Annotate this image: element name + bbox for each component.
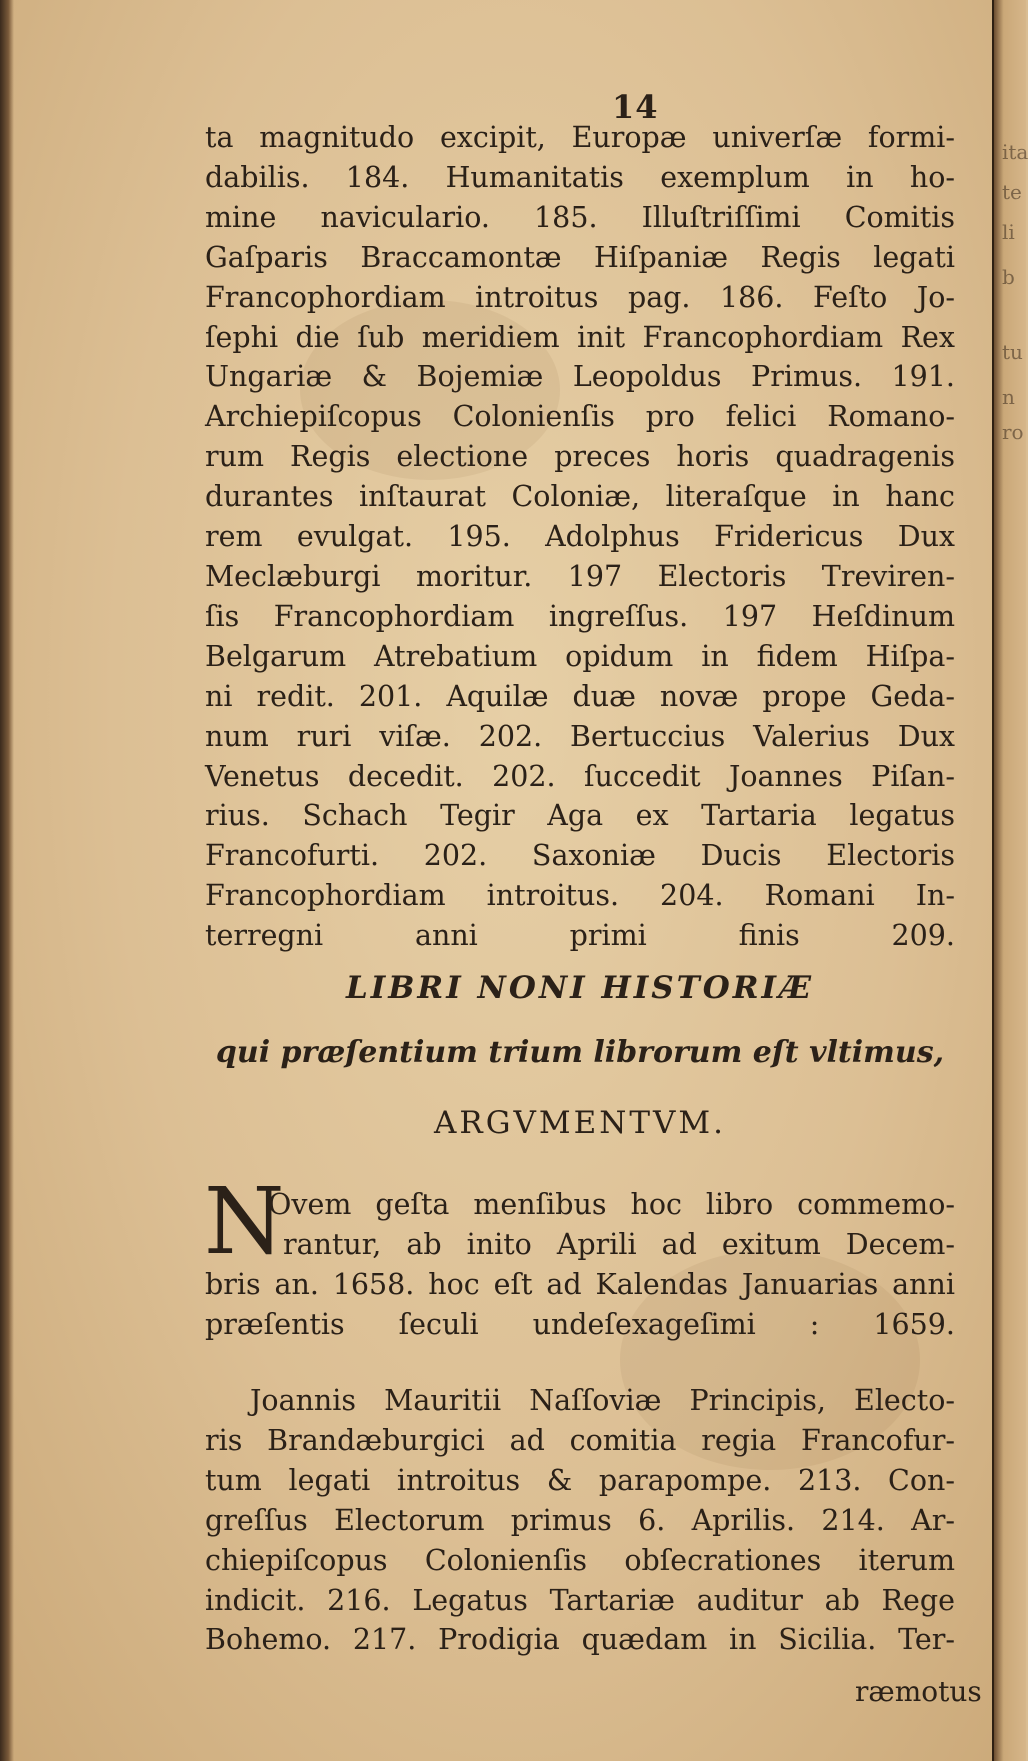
book-subheading: qui præſentium trium librorum eſt vltimus, (215, 1035, 945, 1070)
text-line: bris an. 1658. hoc eſt ad Kalendas Januarias anni (205, 1267, 955, 1301)
text-line: terregni anni primi finis 209. (205, 919, 955, 953)
book-heading: LIBRI NONI HISTORIÆ (345, 970, 815, 1006)
paragraph-index (205, 1381, 955, 1660)
text-line: mine naviculario. 185. Illuſtriſſimi Comitis (205, 200, 955, 234)
text-line: ta magnitudo excipit, Europæ univerſæ formi- (205, 121, 955, 154)
drop-cap: N (204, 1168, 285, 1275)
text-line: rum Regis electione preces horis quadragenis (205, 440, 955, 474)
text-line: Francofurti. 202. Saxoniæ Ducis Electoris (205, 839, 955, 873)
text-line: rem evulgat. 195. Adolphus Fridericus Dux (205, 520, 955, 554)
text-line: Ovem geſta menſibus hoc libro commemo- (268, 1188, 955, 1221)
text-line: ſis Francophordiam ingreſſus. 197 Heſdinum (205, 599, 955, 633)
catchword: ræmotus (855, 1675, 982, 1708)
text-line: Joannis Mauritii Naſſoviæ Principis, Electo- (250, 1384, 955, 1417)
text-line: dabilis. 184. Humanitatis exemplum in ho- (205, 160, 955, 194)
text-line: tum legati introitus & parapompe. 213. Con- (205, 1463, 955, 1497)
text-line: Gaſparis Braccamontæ Hiſpaniæ Regis legati (205, 240, 955, 274)
text-line: Bohemo. 217. Prodigia quædam in Sicilia. Ter- (205, 1623, 955, 1657)
text-line: greſſus Electorum primus 6. Aprilis. 214. Ar- (205, 1503, 955, 1537)
text-line: præſentis ſeculi undeſexageſimi : 1659. (205, 1307, 955, 1341)
text-line: ris Brandæburgici ad comitia regia Francofur- (205, 1423, 955, 1457)
text-line: rius. Schach Tegir Aga ex Tartaria legatus (205, 799, 955, 833)
text-line: Archiepiſcopus Colonienſis pro felici Romano- (205, 400, 955, 434)
facing-page-edge: ita te li b tu n ro (992, 0, 1026, 1761)
text-line: chiepiſcopus Colonienſis obſecrationes iterum (205, 1543, 955, 1577)
text-line: durantes inſtaurat Coloniæ, literaſque in hanc (205, 480, 955, 514)
page-number: 14 (612, 88, 659, 126)
text-line: Francophordiam introitus. 204. Romani In- (205, 879, 955, 913)
paragraph-index-continued (205, 118, 955, 956)
text-line: indicit. 216. Legatus Tartariæ auditur ab Rege (205, 1583, 955, 1617)
paragraph-argument (205, 1185, 955, 1345)
argument-heading: ARGVMENTVM. (433, 1105, 727, 1141)
text-line: Belgarum Atrebatium opidum in fidem Hiſpa- (205, 639, 955, 673)
text-line: ſephi die ſub meridiem init Francophordiam Rex (205, 320, 955, 354)
text-line: Venetus decedit. 202. ſuccedit Joannes Piſan- (205, 759, 955, 793)
text-line: Francophordiam introitus pag. 186. Feſto Jo- (205, 280, 955, 314)
text-line: rantur, ab inito Aprili ad exitum Decem- (283, 1227, 955, 1261)
text-line: Meclæburgi moritur. 197 Electoris Treviren- (205, 559, 955, 593)
binding-edge-left (0, 0, 14, 1761)
text-line: Ungariæ & Bojemiæ Leopoldus Primus. 191. (205, 360, 955, 394)
text-line: num ruri viſæ. 202. Bertuccius Valerius Dux (205, 719, 955, 753)
text-line: ni redit. 201. Aquilæ duæ novæ prope Geda- (205, 679, 955, 713)
